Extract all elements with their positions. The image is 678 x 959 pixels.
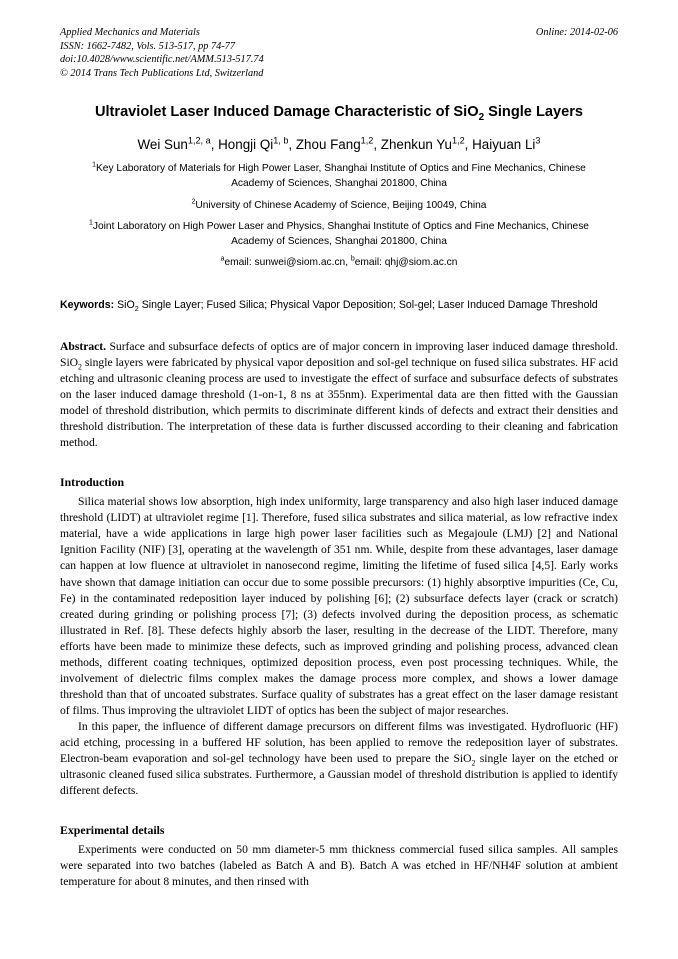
keywords-label: Keywords:: [60, 299, 115, 312]
keywords-subscript: 2: [134, 304, 139, 314]
journal-name: Applied Mechanics and Materials: [60, 27, 200, 38]
keywords-block: [60, 298, 618, 313]
abstract-block: [60, 339, 618, 451]
affiliation-text: University of Chinese Academy of Science, Beijing 10049, China: [195, 199, 487, 211]
email-b: email: qhj@siom.ac.cn: [354, 257, 458, 269]
title-part-1: Ultraviolet Laser Induced Damage Characteristic of SiO: [94, 103, 479, 120]
email-a: email: sunwei@siom.ac.cn,: [224, 257, 351, 269]
author-name: Hongji Qi: [218, 136, 274, 152]
intro-p2-text-1: In this paper, the influence of different damage precursors on different films was investigated. Hydrofluoric (HF) acid etching, processing in a buffered HF solution, has been applied to remove the redeposition layer of substrates. Electron-beam evaporation and sol-gel technology have been used to prepare the SiO: [60, 719, 618, 766]
affiliation-item: [60, 162, 618, 192]
journal-doi: doi:10.4028/www.scientific.net/AMM.513-517.74: [60, 54, 264, 66]
experimental-paragraph-1: Experiments were conducted on 50 mm diameter-5 mm thickness commercial fused silica samples. All samples were separated into two batches (labeled as Batch A and B). Batch A was etched in HF/NH4F solution at ambient temperature for about 8 minutes, and then rinsed with: [60, 843, 618, 889]
keywords-text-2: Single Layer; Fused Silica; Physical Vapor Deposition; Sol-gel; Laser Induced Damage Threshold: [138, 299, 598, 312]
author-sup: 1,2: [360, 135, 374, 146]
affiliation-marker: 2: [191, 198, 196, 206]
abstract-subscript: 2: [78, 362, 82, 372]
author-sup: 3: [535, 135, 541, 146]
journal-copyright: © 2014 Trans Tech Publications Ltd, Switzerland: [60, 68, 264, 80]
author-name: Zhou Fang: [295, 136, 361, 152]
author-sup: 1, b: [273, 135, 289, 146]
introduction-paragraph-2: [60, 719, 618, 799]
author-name: Zhenkun Yu: [380, 136, 452, 152]
author-sup: 1,2: [452, 135, 465, 146]
abstract-label: Abstract.: [60, 340, 107, 354]
affiliation-list: [60, 162, 618, 250]
email-marker-a: a: [220, 255, 225, 263]
affiliation-item: [60, 220, 618, 250]
keywords-text-1: SiO: [114, 299, 135, 312]
author-list: Wei Sun$^{1,2, a}$, Hongji Qi$^{1, b}$, Zhou Fang$^{1,2}$, Zhenkun Yu$^{1,2}$, Haiyuan Li$^3$: [137, 135, 541, 152]
intro-p2-text-2: single layer on the etched or ultrasonic cleaned fused silica substrates. Furthermore, a Gaussian model of threshold distribution is applied to identify different defects.: [60, 752, 618, 798]
author-emails: [60, 257, 618, 268]
journal-issn: ISSN: 1662-7482, Vols. 513-517, pp 74-77: [60, 40, 236, 52]
introduction-paragraph-1: Silica material shows low absorption, high index uniformity, large transparency and also high laser induced damage threshold (LIDT) at ultraviolet regime [1]. Therefore, fused silica substrates and silica material, as low refractive index material, have a wide applications in large high power laser facilities such as Megajoule (LMJ) [2] and National Ignition Facility (NIF) [3], operating at the wavelength of 351 nm. While, despite from these advantages, laser damage can happen at low fluence at ultraviolet in nanosecond regime, limiting the lifetime of fused silica [4,5]. Early works have shown that damage initiation can occur due to some possible precursors: (1) highly absorptive impurities (Ce, Cu, Fe) in the contaminated redeposition layer induced by polishing [6]; (2) subsurface defects layer (crack or scratch) created during grinding or polishing process [7]; (3) defects involved during the deposition process, as schematic illustrated in Ref. [8]. These defects highly absorb the laser, resulting in the decrease of the LIDT. Therefore, many efforts have been made to minimize these defects, such as improved grinding and polishing process, advanced clean methods, different coating techniques, optimized deposition process, even post processing techniques. While, the involvement of dielectric films complex makes the damage process more complex, and shows a lower damage threshold than that of uncoated substrates. Surface quality of substrates has a great effect on the laser damage resistant of films. Thus improving the ultraviolet LIDT of optics has been the subject of major researches.: [60, 495, 618, 717]
email-marker-b: b: [350, 255, 355, 263]
author-sup: 1,2, a: [187, 135, 211, 146]
affiliation-marker: 1: [89, 220, 93, 228]
affiliation-marker: 1: [92, 161, 97, 169]
publication-date: [536, 26, 618, 40]
title-part-2: Single Layers: [484, 103, 584, 120]
intro-p2-subscript: 2: [471, 758, 476, 768]
section-heading-experimental-details: Experimental details: [60, 823, 165, 838]
page-header: [60, 26, 618, 81]
author-name: Wei Sun: [137, 136, 188, 152]
abstract-text-1: Surface and subsurface defects of optics are of major concern in improving laser induced damage threshold. SiO: [60, 340, 618, 370]
journal-info: [60, 26, 264, 81]
title-subscript: 2: [478, 111, 485, 123]
affiliation-text: Key Laboratory of Materials for High Power Laser, Shanghai Institute of Optics and Fine Mechanics, Chinese Academy of Sciences, Shanghai 201800, China: [96, 163, 586, 189]
online-date: Online: 2014-02-06: [535, 27, 618, 38]
affiliation-text: Joint Laboratory on High Power Laser and Physics, Shanghai Institute of Optics and Fine Mechanics, Chinese Academy of Sciences, Shanghai 201800, China: [92, 221, 589, 248]
page-title: [60, 103, 618, 122]
author-name: Haiyuan Li: [472, 136, 536, 152]
affiliation-item: [60, 199, 618, 214]
abstract-text-2: single layers were fabricated by physical vapor deposition and sol-gel technique on fused silica substrates. HF acid etching and ultrasonic cleaning process are used to investigate the effect of surface and subsurface defects of substrates on the laser induced damage threshold (1-on-1, 8 ns at 355nm). Experimental data are then fitted with the Gaussian model of threshold distribution, which permits to discriminate different kinds of defects and extract their densities and threshold distribution. The interpretation of these data is further discussed according to their cleaning and fabrication method.: [60, 356, 618, 450]
section-heading-introduction: Introduction: [60, 475, 125, 490]
